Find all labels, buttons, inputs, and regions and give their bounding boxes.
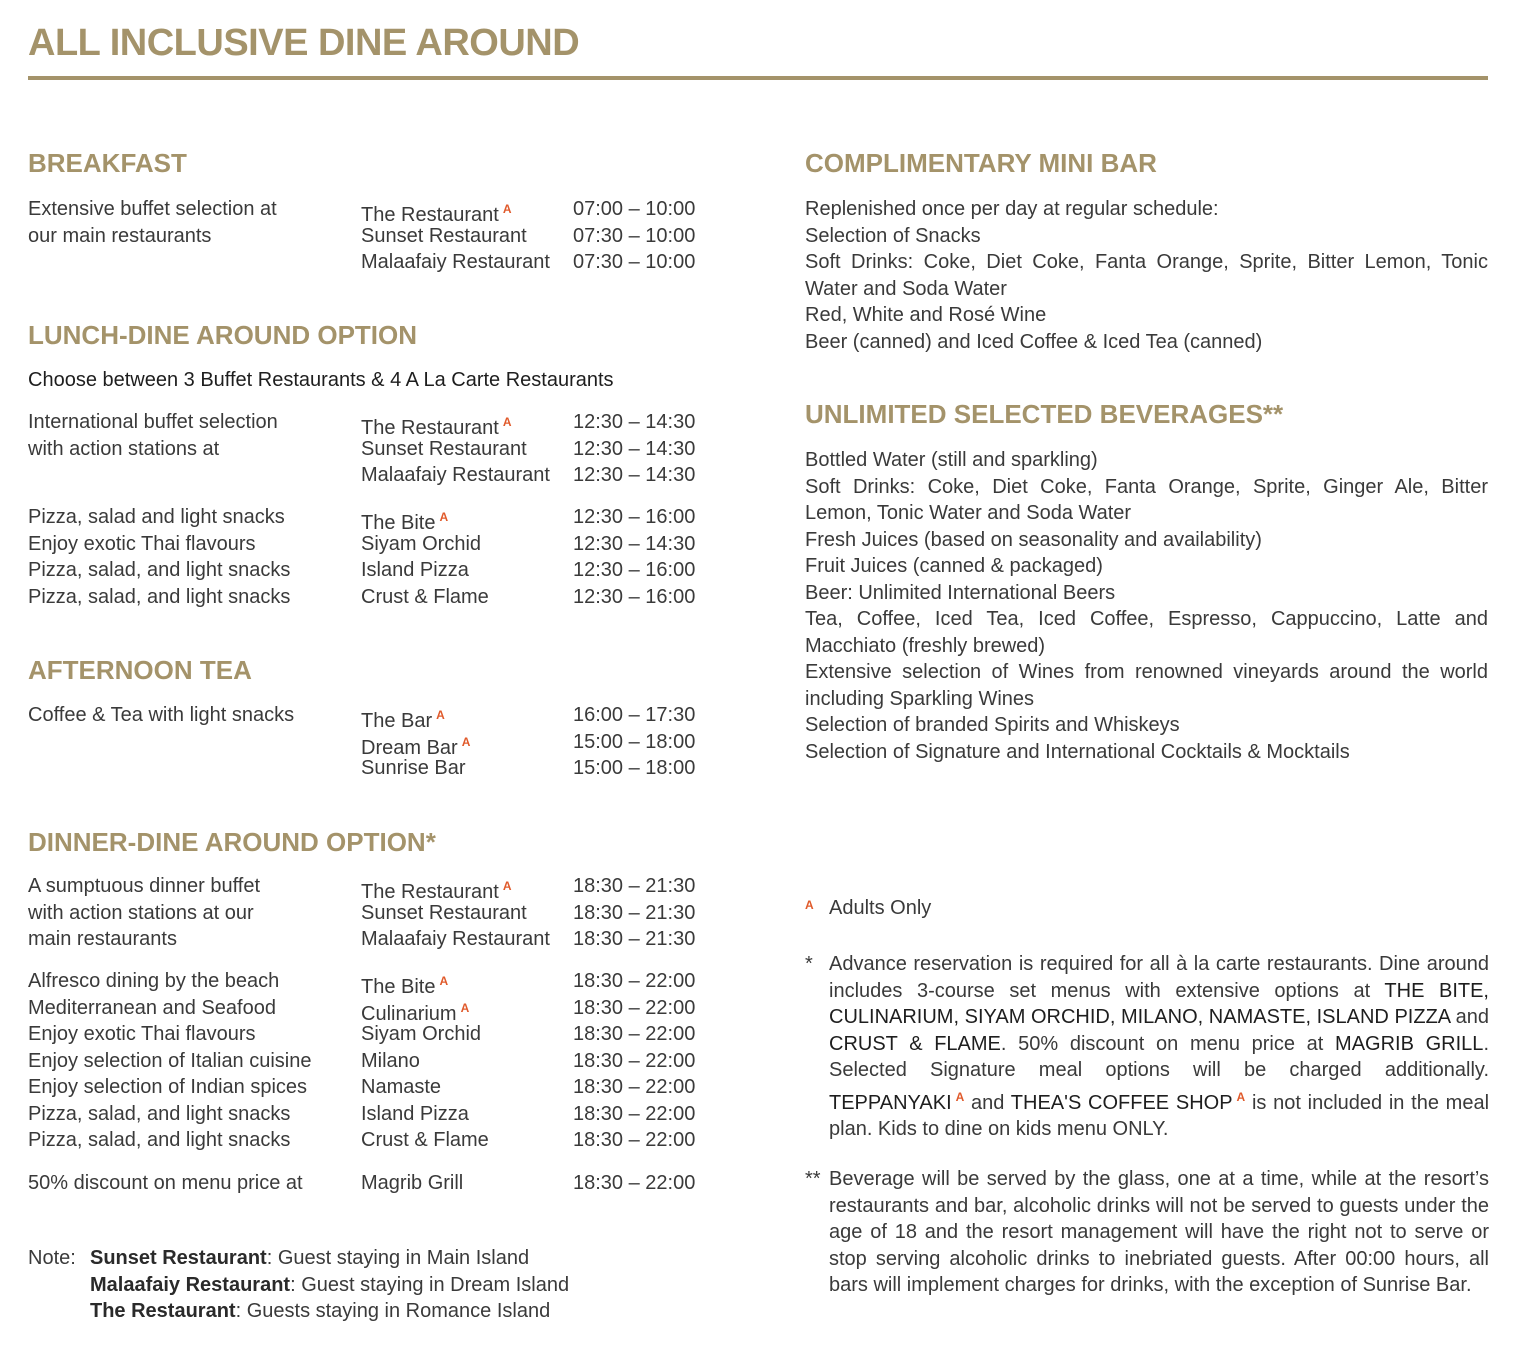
adults-only-marker: A [502,415,512,429]
venue: Siyam Orchid [361,532,482,555]
dinner-desc: with action stations at our [28,901,254,924]
dinner-desc: Enjoy exotic Thai flavours [28,1023,256,1045]
time: 18:30 – 22:00 [573,1129,696,1151]
lunch-intro: Choose between 3 Buffet Restaurants & 4 A La Carte Restaurants [28,369,614,391]
dinner-desc: Enjoy selection of Indian spices [28,1076,308,1098]
note-line: The Restaurant: Guests staying in Romance Island [90,1300,551,1322]
adults-only-marker: A [436,708,445,722]
venue: The Restaurant $^A$ [361,202,512,226]
note-label: Note: [28,1247,76,1269]
venue: Sunset Restaurant [361,901,527,924]
dinner-row [28,1048,728,1075]
dinner-desc: Alfresco dining by the beach [28,970,280,992]
dinner-desc: Mediterranean and Seafood [28,996,276,1019]
time: 07:30 – 10:00 [573,251,696,273]
footnote-mark: ** [805,1168,821,1190]
time: 18:30 – 22:00 [573,1023,696,1045]
time: 18:30 – 22:00 [573,1076,696,1098]
breakfast-row [28,196,728,226]
list-item: Beer (canned) and Iced Coffee & Iced Tea (canned) [805,330,1263,353]
breakfast-row [28,249,728,276]
lunch-row [28,436,728,463]
time: 12:30 – 14:30 [573,437,696,460]
dinner-row [28,1101,728,1128]
time: 15:00 – 18:00 [573,730,696,753]
dinner-desc: Pizza, salad, and light snacks [28,1129,291,1151]
dinner-desc: 50% discount on menu price at [28,1172,303,1194]
venue: Magrib Grill [361,1172,464,1194]
list-item: Red, White and Rosé Wine [805,304,1047,326]
adults-only-marker: A [955,1089,965,1104]
lunch-row [28,504,728,534]
lunch-desc: Pizza, salad, and light snacks [28,559,291,581]
time: 07:30 – 10:00 [573,224,696,247]
lunch-desc: Pizza, salad and light snacks [28,506,285,528]
dinner-row [28,926,728,953]
time: 18:30 – 21:30 [573,901,696,924]
adults-only-marker: A [502,202,512,216]
venue: Island Pizza [361,1102,469,1125]
note-line: Malaafaiy Restaurant: Guest staying in Dream Island [90,1273,570,1296]
breakfast-row [28,223,728,250]
venue: Culinarium $^A$ [361,1000,470,1025]
time: 18:30 – 22:00 [573,1102,696,1125]
dinner-discount-row [28,1170,728,1197]
time: 18:30 – 21:30 [573,875,696,897]
list-item: Replenished once per day at regular schedule: [805,198,1219,220]
lunch-row [28,409,728,439]
list-item: Fruit Juices (canned & packaged) [805,555,1103,577]
venue: Malaafaiy Restaurant [361,251,550,273]
lunch-row [28,557,728,584]
time: 12:30 – 14:30 [573,532,696,555]
time: 16:00 – 17:30 [573,704,696,726]
list-item: Bottled Water (still and sparkling) [805,449,1098,471]
footnote-text: Beverage will be served by the glass, one at a time, while at the resort’s restaurants and bar, alcoholic drinks will not be served to guests under the age of 18 and the resort management will have the right not to serve or stop serving alcoholic drinks to inebriated guests. After 00:00 hours, all bars will implement charges for drinks, with the exception of Sunrise Bar. [829,1168,1489,1296]
venue: The Restaurant $^A$ [361,415,512,439]
lunch-row [28,531,728,558]
dinner-row [28,995,728,1025]
time: 18:30 – 22:00 [573,970,696,992]
dinner-row [28,968,728,998]
lunch-desc: Enjoy exotic Thai flavours [28,532,256,555]
venue: The Bite $^A$ [361,510,449,534]
venue: The Bar $^A$ [361,708,445,732]
lunch-desc: with action stations at [28,437,220,460]
footnote-text: Advance reservation is required for all à la carte restaurants. Dine around includes 3-course set menus with extensive options at THE BITE, CULINARIUM, SIYAM ORCHID, MILANO, NAMASTE, ISLAND PIZZA and CRUST & FLAME. 50% discount on menu price at MAGRIB GRILL. Selected Signature meal options will be charged additionally. TEPPANYAKI $^A$ and THEA'S COFFEE SHOP $^A$ is not included in the meal plan. Kids to dine on kids menu ONLY. [829,953,1490,1140]
venue: Island Pizza [361,559,469,581]
time: 18:30 – 22:00 [573,1172,696,1194]
footnote-text: Adults Only [829,897,932,919]
dinner-desc: Pizza, salad, and light snacks [28,1102,291,1125]
adults-only-marker: A [805,898,814,912]
minibar-list [805,196,1488,355]
time: 18:30 – 22:00 [573,1049,696,1072]
dinner-desc: Enjoy selection of Italian cuisine [28,1049,312,1072]
tea-row [28,755,728,782]
adults-only-marker: A [460,1000,470,1015]
list-item: Soft Drinks: Coke, Diet Coke, Fanta Orange, Sprite, Bitter Lemon, Tonic Water and Soda Water [805,251,1488,300]
venue: Siyam Orchid [361,1023,482,1045]
tea-row [28,729,728,759]
dinner-heading: DINNER-DINE AROUND OPTION* [28,827,436,857]
venue: Dream Bar $^A$ [361,734,471,759]
dinner-desc: main restaurants [28,928,177,950]
venue: Crust & Flame [361,585,489,608]
lunch-heading: LUNCH-DINE AROUND OPTION [28,320,418,350]
list-item: Tea, Coffee, Iced Tea, Iced Coffee, Espresso, Cappuccino, Latte and Macchiato (freshly brewed) [805,608,1488,657]
breakfast-heading: BREAKFAST [28,148,187,178]
time: 12:30 – 14:30 [573,411,696,433]
venue: Sunset Restaurant [361,224,527,247]
beverages-heading: UNLIMITED SELECTED BEVERAGES** [805,399,1284,429]
time: 12:30 – 16:00 [573,559,696,581]
footnote-beverage-policy [805,1166,1488,1336]
dinner-row [28,873,728,903]
tea-row [28,702,728,732]
venue: The Bite $^A$ [361,974,449,998]
venue: Malaafaiy Restaurant [361,928,550,950]
footnote-reservation [805,951,1488,1141]
adults-only-marker: A [439,510,449,524]
dinner-row [28,1074,728,1101]
page-title: ALL INCLUSIVE DINE AROUND [28,22,580,64]
footnote-adults [805,895,1488,922]
list-item: Selection of Signature and International Cocktails & Mocktails [805,740,1350,763]
time: 15:00 – 18:00 [573,757,696,779]
list-item: Beer: Unlimited International Beers [805,581,1116,604]
time: 07:00 – 10:00 [573,198,696,220]
adults-only-marker: A [502,879,512,893]
venue: The Restaurant $^A$ [361,879,512,903]
adults-only-marker: A [1236,1089,1246,1104]
venue: Crust & Flame [361,1129,489,1151]
breakfast-desc: Extensive buffet selection at [28,198,277,220]
list-item: Extensive selection of Wines from renowned vineyards around the world including Sparkling Wines [805,661,1488,710]
venue: Malaafaiy Restaurant [361,464,550,486]
venue: Milano [361,1049,420,1072]
time: 18:30 – 22:00 [573,996,696,1019]
title-divider [28,76,1488,80]
list-item: Fresh Juices (based on seasonality and availability) [805,528,1262,551]
lunch-desc: International buffet selection [28,411,278,433]
venue: Namaste [361,1076,442,1098]
adults-only-marker: A [439,974,449,988]
footnote-mark: * [805,953,813,975]
list-item: Soft Drinks: Coke, Diet Coke, Fanta Orange, Sprite, Ginger Ale, Bitter Lemon, Tonic Water and Soda Water [805,475,1488,524]
minibar-heading: COMPLIMENTARY MINI BAR [805,148,1157,178]
list-item: Selection of Snacks [805,224,981,247]
lunch-desc: Pizza, salad, and light snacks [28,585,291,608]
time: 12:30 – 16:00 [573,506,696,528]
list-item: Selection of branded Spirits and Whiskeys [805,714,1180,736]
venue: Sunrise Bar [361,757,466,779]
time: 12:30 – 16:00 [573,585,696,608]
dinner-row [28,1127,728,1154]
lunch-row [28,462,728,489]
dinner-row [28,900,728,927]
dinner-row [28,1021,728,1048]
venue: Sunset Restaurant [361,437,527,460]
breakfast-desc: our main restaurants [28,224,212,247]
time: 12:30 – 14:30 [573,464,696,486]
time: 18:30 – 21:30 [573,928,696,950]
beverages-list [805,447,1488,765]
tea-desc: Coffee & Tea with light snacks [28,704,295,726]
adults-only-marker: A [461,734,471,749]
dinner-desc: A sumptuous dinner buffet [28,875,261,897]
tea-heading: AFTERNOON TEA [28,655,252,685]
lunch-row [28,584,728,611]
note-line: Sunset Restaurant: Guest staying in Main Island [90,1247,530,1269]
